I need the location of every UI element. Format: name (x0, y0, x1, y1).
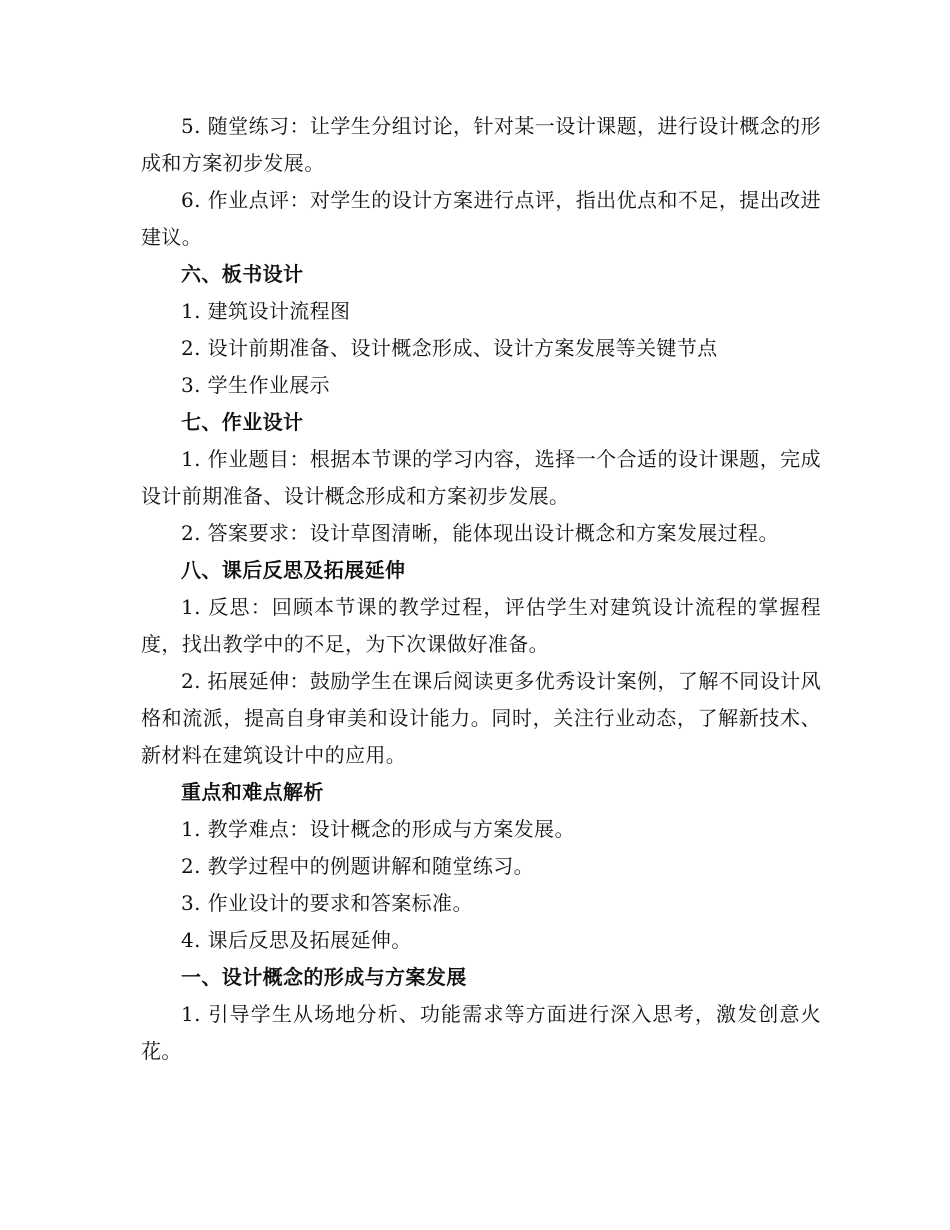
document-page (141, 108, 821, 1070)
section-heading-reflection: 八、课后反思及拓展延伸 (181, 558, 406, 582)
paragraph-difficulty: 1. 教学难点：设计概念的形成与方案发展。 (181, 817, 575, 841)
section-heading-key-points: 重点和难点解析 (181, 780, 324, 804)
paragraph-reflection-extension: 4. 课后反思及拓展延伸。 (181, 928, 412, 952)
paragraph-flowchart: 1. 建筑设计流程图 (181, 299, 351, 323)
paragraph-homework-review: 6. 作业点评：对学生的设计方案进行点评，指出优点和不足，提出改进建议。 (141, 188, 821, 249)
paragraph-practice: 5. 随堂练习：让学生分组讨论，针对某一设计课题，进行设计概念的形成和方案初步发展。 (141, 114, 821, 175)
paragraph-key-nodes: 2. 设计前期准备、设计概念形成、设计方案发展等关键节点 (181, 336, 718, 360)
section-heading-homework-design: 七、作业设计 (181, 410, 304, 434)
paragraph-answer-requirements: 2. 答案要求：设计草图清晰，能体现出设计概念和方案发展过程。 (181, 521, 779, 545)
paragraph-homework-standards: 3. 作业设计的要求和答案标准。 (181, 891, 473, 915)
paragraph-extension: 2. 拓展延伸：鼓励学生在课后阅读更多优秀设计案例，了解不同设计风格和流派，提高自身审美和设计能力。同时，关注行业动态，了解新技术、新材料在建筑设计中的应用。 (141, 669, 821, 767)
section-heading-board-design: 六、板书设计 (181, 262, 304, 286)
paragraph-examples: 2. 教学过程中的例题讲解和随堂练习。 (181, 854, 535, 878)
paragraph-reflection: 1. 反思：回顾本节课的教学过程，评估学生对建筑设计流程的掌握程度，找出教学中的不足，为下次课做好准备。 (141, 595, 821, 656)
paragraph-guide-students: 1. 引导学生从场地分析、功能需求等方面进行深入思考，激发创意火花。 (141, 1002, 821, 1063)
paragraph-homework-topic: 1. 作业题目：根据本节课的学习内容，选择一个合适的设计课题，完成设计前期准备、设计概念形成和方案初步发展。 (141, 447, 821, 508)
paragraph-student-work: 3. 学生作业展示 (181, 373, 331, 397)
section-heading-concept-development: 一、设计概念的形成与方案发展 (181, 965, 467, 989)
